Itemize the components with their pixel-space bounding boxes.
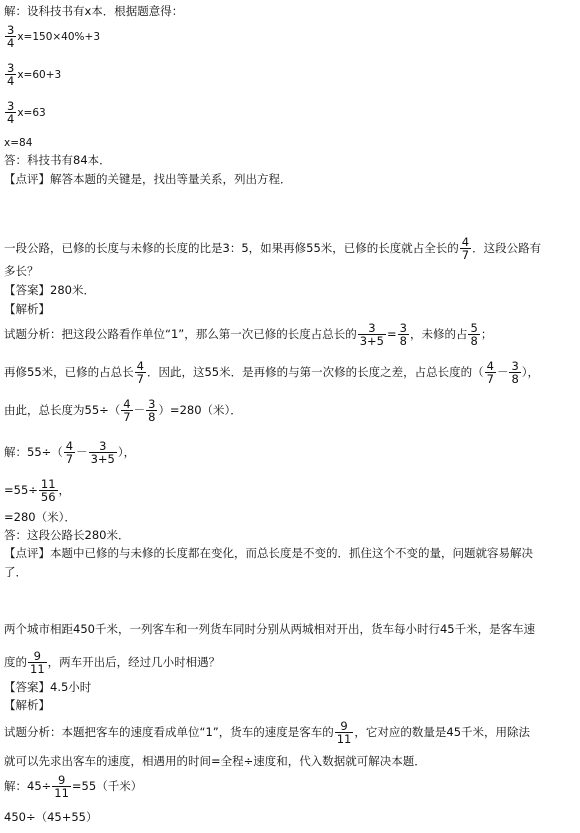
p2-solution-line1: 解：55÷（ $\frac{4}{7}$ － $\frac{3}{3+5}$ ）， [4,439,136,466]
p2-solution-line2: =55÷ $\frac{11}{56}$ ， [4,477,71,504]
p3-question-line1: 两个城市相距450千米，一列客车和一列货车同时分别从两城相对开出，货车每小时行45千米，是客车速 [4,622,536,636]
p1-eq1: $\frac{3}{4}$ x=150×40%+3 [7,23,100,50]
p1-eq3: $\frac{3}{4}$ x=63 [7,99,46,126]
fraction: $\frac{9}{11}$ [336,719,352,746]
p2-analysis-line2: 再修55米，已修的占总长 $\frac{4}{7}$ ．因此，这55米．是再修的与第一次修的长度之差，占总长度的（ $\frac{4}{7}$ － $\frac{3}{8}$ ）， [4,359,540,386]
fraction: $\frac{3}{8}$ [148,397,156,424]
fraction: $\frac{5}{8}$ [470,321,478,348]
p3-analysis-tag: 【解析】 [4,698,50,712]
p1-intro: 解：设科技书有x本．根据题意得： [4,4,184,18]
fraction: $\frac{4}{7}$ [65,439,74,466]
p1-eq2: $\frac{3}{4}$ x=60+3 [7,61,62,88]
p3-answer: 【答案】4.5小时 [4,680,92,694]
p2-solution-line3: =280（米）． [4,510,76,524]
fraction: $\frac{3}{3+5}$ [90,439,115,466]
p2-analysis-line3: 由此，总长度为55÷（ $\frac{4}{7}$ － $\frac{3}{8}$ ）=280（米）． [4,397,242,424]
fraction: $\frac{3}{4}$ [7,61,15,88]
p2-analysis-tag: 【解析】 [4,302,50,316]
p2-comment-end: 了． [4,565,27,579]
fraction: $\frac{3}{3+5}$ [359,321,385,348]
p1-x-result: x=84 [4,137,33,149]
p2-question-line1: 一段公路，已修的长度与未修的长度的比是3：5，如果再修55米，已修的长度就占全长的 $\frac{4}{7}$ ．这段公路有 [4,235,542,262]
p3-analysis-line2: 就可以先求出客车的速度，相遇用的时间=全程÷速度和，代入数据就可解决本题． [4,754,426,768]
fraction: $\frac{3}{4}$ [7,99,15,126]
p2-question-line2: 多长？ [4,264,39,278]
p3-solution-line2: 450÷（45+55） [4,810,98,824]
fraction: $\frac{9}{11}$ [30,649,45,676]
fraction: $\frac{4}{7}$ [123,397,131,424]
p2-analysis-line1: 试题分析：把这段公路看作单位“1”，那么第一次已修的长度占总长的 $\frac{3}{3+5}$ = $\frac{3}{8}$ ，未修的占 $\frac{5}{8}$ ； [4,321,493,348]
p1-comment: 【点评】解答本题的关键是，找出等量关系，列出方程． [4,172,292,186]
fraction: $\frac{3}{4}$ [7,23,15,50]
p1-answer: 答：科技书有84本． [4,153,111,167]
fraction: $\frac{3}{8}$ [511,359,519,386]
fraction: $\frac{11}{56}$ [40,477,56,504]
p2-final-answer: 答：这段公路长280米． [4,528,130,542]
p2-comment: 【点评】本题中已修的与未修的长度都在变化，而总长度是不变的．抓住这个不变的量，问题就容易解决 [4,546,533,560]
fraction: $\frac{3}{8}$ [399,321,407,348]
p3-solution-line1: 解：45÷ $\frac{9}{11}$ =55（千米） [4,773,143,800]
fraction: $\frac{4}{7}$ [136,359,144,386]
p2-answer: 【答案】280米． [4,283,95,297]
fraction: $\frac{4}{7}$ [461,235,470,262]
fraction: $\frac{9}{11}$ [54,773,69,800]
p3-analysis-line1: 试题分析：本题把客车的速度看成单位“1”，货车的速度是客车的 $\frac{9}{11}$ ，它对应的数量是45千米，用除法 [4,719,531,746]
p3-question-line2: 度的 $\frac{9}{11}$ ，两车开出后，经过几小时相遇？ [4,649,221,676]
fraction: $\frac{4}{7}$ [486,359,494,386]
